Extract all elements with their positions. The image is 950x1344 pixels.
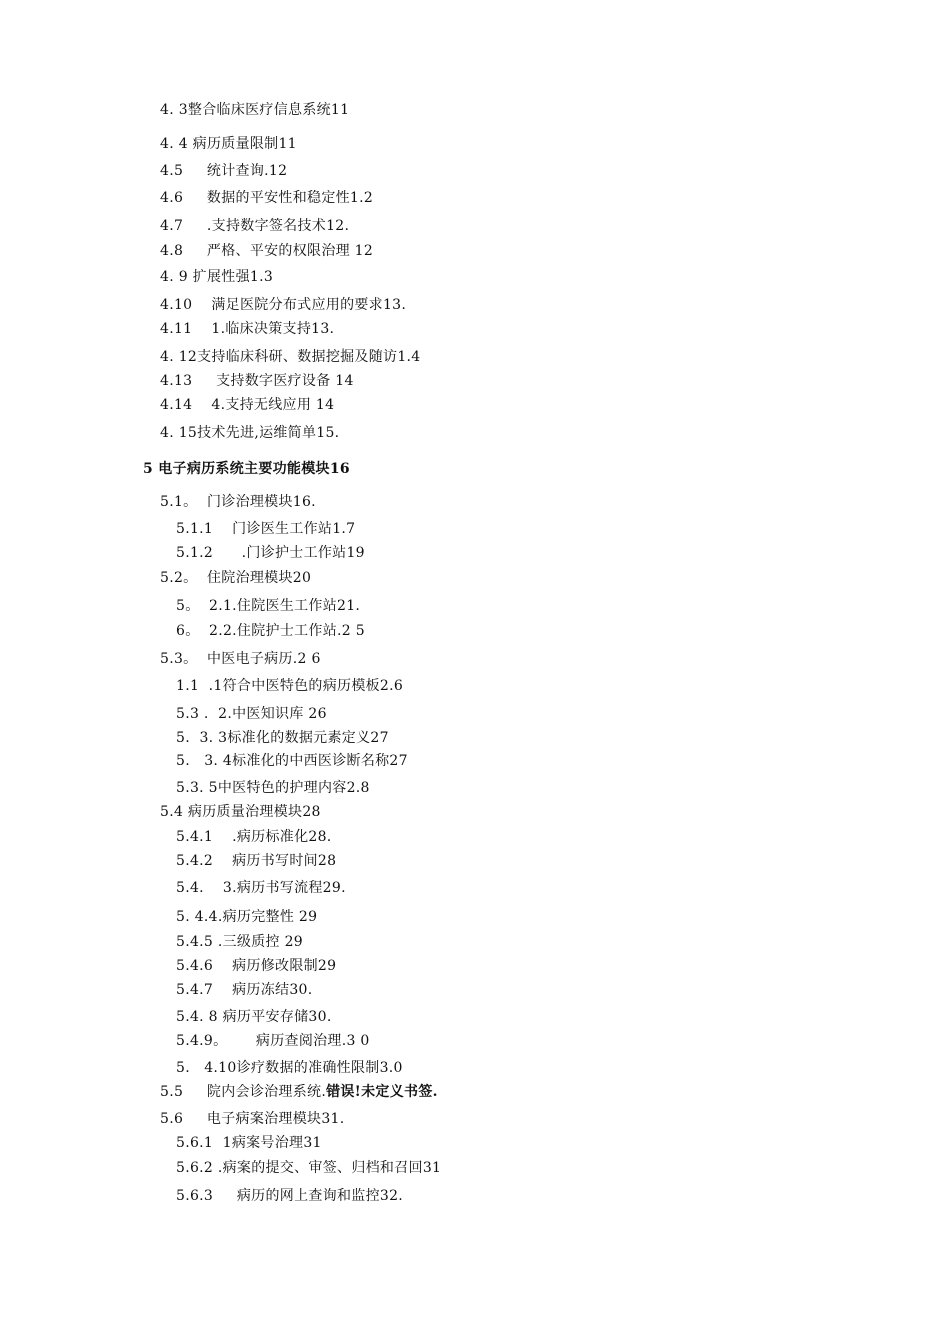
toc-entry-4-3: 4. 3整合临床医疗信息系统11	[160, 102, 350, 118]
toc-entry-4-14: 4.14 4.支持无线应用 14	[160, 397, 335, 413]
toc-entry-4-8: 4.8 严格、平安的权限治理 12	[160, 243, 374, 259]
toc-entry-5-4-2: 5.4.2 病历书写时间28	[176, 853, 337, 869]
toc-entry-5-2: 5.2。 住院治理模块20	[160, 570, 312, 586]
toc-entry-4-6: 4.6 数据的平安性和稳定性1.2	[160, 190, 374, 206]
toc-entry-5-5	[160, 1083, 438, 1101]
toc-entry-5-4-8: 5.4. 8 病历平安存储30.	[176, 1009, 332, 1025]
bookmark-error-text: 错误!未定义书签.	[326, 1084, 438, 1100]
toc-entry-5-3-4: 5. 3. 4标准化的中西医诊断名称27	[176, 753, 408, 769]
toc-entry-5-4-1: 5.4.1 .病历标准化28.	[176, 829, 332, 845]
toc-entry-5-4-3: 5.4. 3.病历书写流程29.	[176, 880, 346, 896]
toc-entry-5-3-5: 5.3. 5中医特色的护理内容2.8	[176, 780, 370, 796]
toc-entry-5-4-4: 5. 4.4.病历完整性 29	[176, 909, 318, 925]
toc-entry-4-11: 4.11 1.临床决策支持13.	[160, 321, 335, 337]
toc-entry-5-2-2: 6。 2.2.住院护士工作站.2 5	[176, 623, 365, 639]
toc-entry-5-3-2: 5.3 . 2.中医知识库 26	[176, 706, 327, 722]
toc-entry-4-13: 4.13 支持数字医疗设备 14	[160, 373, 354, 389]
toc-entry-5-1: 5.1。 门诊治理模块16.	[160, 494, 316, 510]
toc-entry-5-4-6: 5.4.6 病历修改限制29	[176, 958, 337, 974]
toc-entry-5-4-10: 5. 4.10诊疗数据的准确性限制3.0	[176, 1060, 403, 1076]
toc-entry-5-6-2: 5.6.2 .病案的提交、审签、归档和召回31	[176, 1160, 442, 1176]
toc-entry-4-15: 4. 15技术先进,运维简单15.	[160, 425, 340, 441]
toc-entry-5-4-7: 5.4.7 病历冻结30.	[176, 982, 313, 998]
toc-entry-5-3: 5.3。 中医电子病历.2 6	[160, 651, 321, 667]
toc-entry-4-5: 4.5 统计查询.12	[160, 163, 288, 179]
toc-entry-5-6-3: 5.6.3 病历的网上查询和监控32.	[176, 1188, 404, 1204]
toc-entry-4-10: 4.10 满足医院分布式应用的要求13.	[160, 297, 407, 313]
toc-chapter-5: 5 电子病历系统主要功能模块16	[143, 461, 350, 477]
toc-entry-5-4: 5.4 病历质量治理模块28	[160, 804, 321, 820]
toc-entry-4-7: 4.7 .支持数字签名技术12.	[160, 218, 350, 234]
toc-entry-5-3-3: 5. 3. 3标准化的数据元素定义27	[176, 730, 389, 746]
toc-entry-5-4-5: 5.4.5 .三级质控 29	[176, 934, 303, 950]
toc-entry-5-3-1: 1.1 .1符合中医特色的病历模板2.6	[176, 678, 404, 694]
toc-entry-4-4: 4. 4 病历质量限制11	[160, 136, 297, 152]
toc-entry-5-6: 5.6 电子病案治理模块31.	[160, 1111, 345, 1127]
toc-entry-5-4-9: 5.4.9。 病历查阅治理.3 0	[176, 1033, 370, 1049]
toc-entry-4-9: 4. 9 扩展性强1.3	[160, 269, 274, 285]
toc-entry-4-12: 4. 12支持临床科研、数据挖掘及随访1.4	[160, 349, 421, 365]
toc-entry-5-1-2: 5.1.2 .门诊护士工作站19	[176, 545, 365, 561]
toc-entry-5-5-label: 5.5 院内会诊治理系统.	[160, 1084, 327, 1100]
toc-entry-5-2-1: 5。 2.1.住院医生工作站21.	[176, 598, 361, 614]
toc-entry-5-1-1: 5.1.1 门诊医生工作站1.7	[176, 521, 356, 537]
toc-entry-5-6-1: 5.6.1 1病案号治理31	[176, 1135, 322, 1151]
